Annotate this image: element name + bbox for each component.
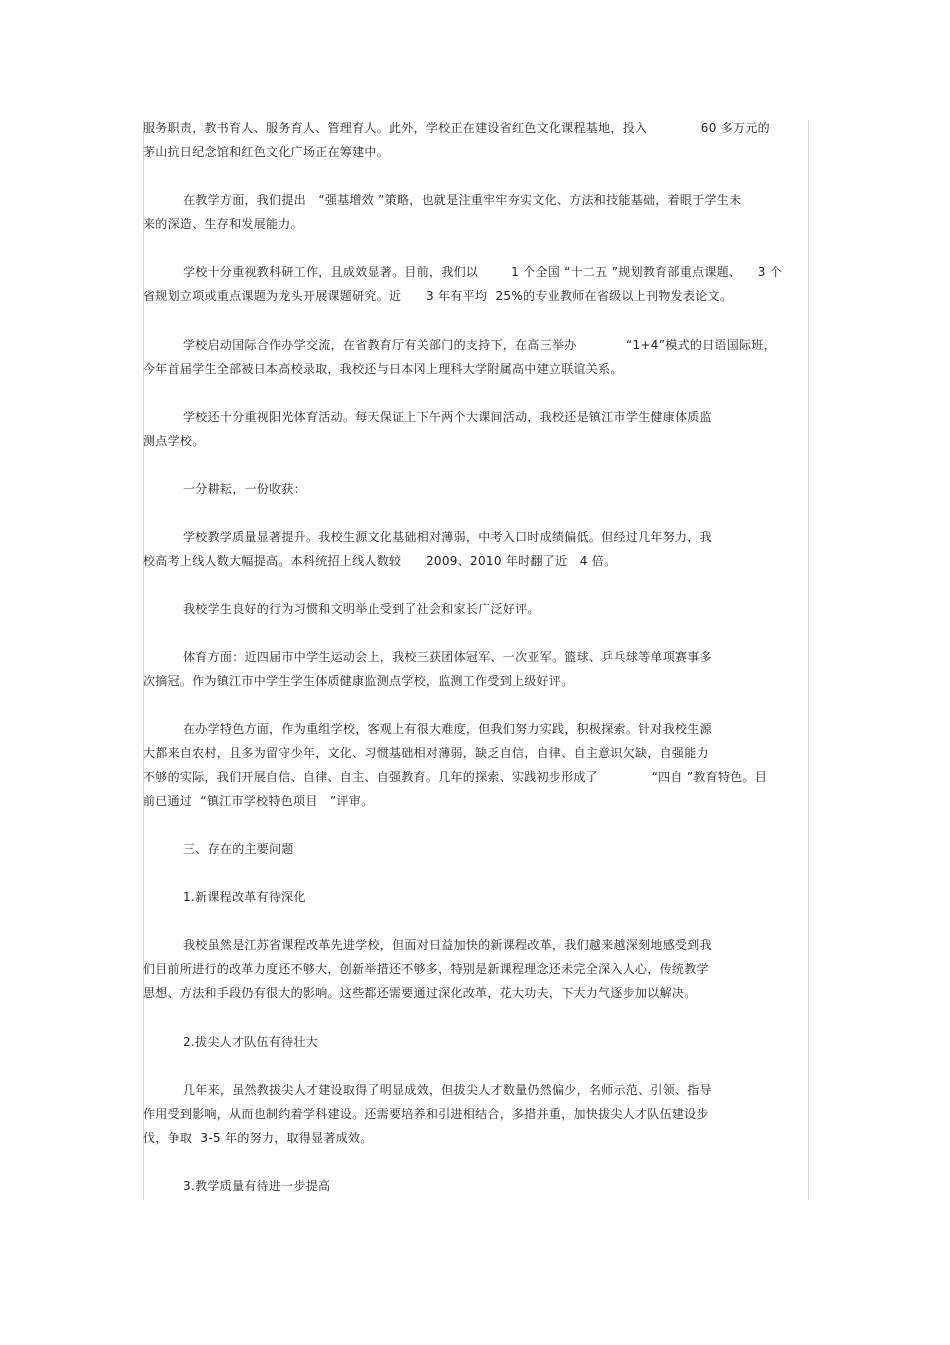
paragraph-line: 省规划立项或重点课题为龙头开展课题研究。近 3 年有平均 25%的专业教师在省级以上刊物发表论文。	[143, 289, 733, 303]
paragraph-line: 思想、方法和手段仍有很大的影响。这些都还需要通过深化改革，花大功夫，下大力气逐步加以解决。	[143, 986, 697, 1000]
subsection-heading: 1.新课程改革有待深化	[183, 890, 306, 904]
paragraph-line: 不够的实际，我们开展自信、自律、自主、自强教育。几年的探索、实践初步形成了 “四自 ”教育特色。目	[143, 770, 768, 784]
paragraph-line: 在教学方面，我们提出 “强基增效 ”策略，也就是注重牢牢夯实文化、方法和技能基础，着眼于学生未	[183, 193, 742, 207]
paragraph-line: 作用受到影响，从而也制约着学科建设。还需要培养和引进相结合，多措并重，加快拔尖人才队伍建设步	[143, 1107, 709, 1121]
subsection-heading: 2.拔尖人才队伍有待壮大	[183, 1035, 319, 1049]
paragraph-line: 大都来自农村，且多为留守少年，文化、习惯基础相对薄弱，缺乏自信，自律、自主意识欠缺，自强能力	[143, 746, 709, 760]
paragraph-line: 在办学特色方面，作为重组学校，客观上有很大难度，但我们努力实践，积极探索。针对我校生源	[183, 722, 712, 736]
paragraph-line: 体育方面：近四届市中学生运动会上，我校三获团体冠军、一次亚军。篮球、乒乓球等单项赛事多	[183, 650, 712, 664]
paragraph-line: 今年首届学生全部被日本高校录取，我校还与日本冈上理科大学附属高中建立联谊关系。	[143, 362, 623, 376]
paragraph-line: 前已通过 “镇江市学校特色项目 ”评审。	[143, 794, 374, 808]
paragraph-line: 学校十分重视教科研工作，且成效显著。目前，我们以 1 个全国 “十二五 ”规划教育部重点课题、 3 个	[183, 265, 783, 279]
paragraph-line: 测点学校。	[143, 434, 205, 448]
paragraph-line: 我校学生良好的行为习惯和文明举止受到了社会和家长广泛好评。	[183, 602, 540, 616]
paragraph-line: 学校教学质量显著提升。我校生源文化基础相对薄弱，中考入口时成绩偏低。但经过几年努力，我	[183, 530, 712, 544]
paragraph-line: 校高考上线人数大幅提高。本科统招上线人数较 2009、2010 年时翻了近 4 倍。	[143, 554, 617, 568]
paragraph-line: 茅山抗日纪念馆和红色文化广场正在筹建中。	[143, 145, 390, 159]
paragraph-line: 们目前所进行的改革力度还不够大，创新举措还不够多，特别是新课程理念还未完全深入人心，传统教学	[143, 962, 709, 976]
paragraph-line: 服务职责，教书育人、服务育人、管理育人。此外，学校正在建设省红色文化课程基地，投入 60 多万元的	[143, 121, 770, 135]
paragraph-line: 来的深造、生存和发展能力。	[143, 217, 303, 231]
paragraph-line: 学校还十分重视阳光体育活动。每天保证上下午两个大课间活动，我校还是镇江市学生健康体质监	[183, 410, 712, 424]
paragraph-line: 次摘冠。作为镇江市中学生学生体质健康监测点学校，监测工作受到上级好评。	[143, 674, 574, 688]
paragraph-line: 我校虽然是江苏省课程改革先进学校，但面对日益加快的新课程改革，我们越来越深刻地感受到我	[183, 938, 712, 952]
subsection-heading: 3.教学质量有待进一步提高	[183, 1179, 331, 1193]
paragraph-line: 伐，争取 3-5 年的努力，取得显著成效。	[143, 1131, 373, 1145]
paragraph-line: 几年来，虽然教拔尖人才建设取得了明显成效，但拔尖人才数量仍然偏少，名师示范、引领、指导	[183, 1083, 712, 1097]
section-heading: 三、存在的主要问题	[183, 842, 294, 856]
paragraph-line: 学校启动国际合作办学交流，在省教育厅有关部门的支持下，在高三举办 “1+4”模式的日语国际班，	[183, 338, 776, 352]
paragraph-line: 一分耕耘，一份收获：	[183, 482, 307, 496]
